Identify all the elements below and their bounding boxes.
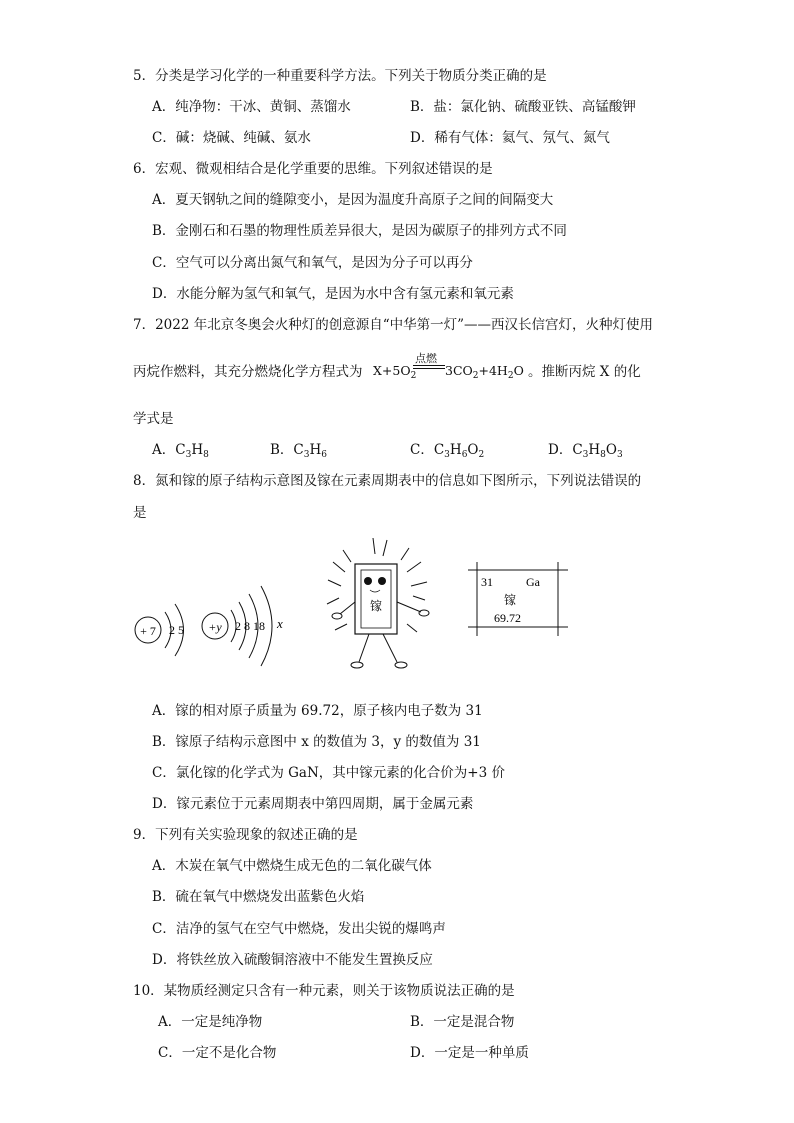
cartoon-right-hand [419, 610, 429, 616]
cartoon-right-foot [395, 662, 407, 668]
cartoon-right-arm [397, 602, 421, 612]
cartoon-left-foot [351, 662, 363, 668]
q10-option-c: C．一定不是化合物 [158, 1045, 277, 1061]
q6-option-c: C．空气可以分离出氮气和氧气，是因为分子可以再分 [152, 255, 473, 271]
nitrogen-nucleus-label: + 7 [140, 624, 156, 638]
gallium-shell-electrons: 2 8 18 [235, 619, 265, 633]
q10-option-b: B．一定是混合物 [410, 1014, 515, 1030]
cartoon-left-arm [340, 602, 355, 614]
cartoon-left-leg [359, 634, 369, 662]
cartoon-left-hand [332, 613, 342, 619]
gallium-atom-diagram [202, 586, 283, 666]
q6-option-b: B．金刚石和石墨的物理性质差异很大，是因为碳原子的排列方式不同 [152, 223, 567, 239]
cartoon-label: 镓 [369, 599, 383, 613]
q8-option-b: B．镓原子结构示意图中 x 的数值为 3，y 的数值为 31 [152, 734, 481, 750]
equation-double-line-top [413, 365, 445, 366]
q7-option-d: D．$C_3H_8O_3$ [548, 442, 623, 460]
nitrogen-atom-diagram [135, 604, 184, 656]
q5-option-c: C．碱：烧碱、纯碱、氨水 [152, 130, 311, 146]
equation-right: $3CO_2+4H_2O$ [445, 363, 524, 381]
q7-stem-line3: 学式是 [133, 411, 174, 427]
q5-option-d: D．稀有气体：氦气、氖气、氮气 [410, 130, 610, 146]
q6-stem: 6．宏观、微观相结合是化学重要的思维。下列叙述错误的是 [133, 161, 493, 177]
tile-element-symbol: Ga [526, 575, 540, 589]
q7-option-c: C．$C_3H_6O_2$ [410, 442, 485, 460]
q8-stem-line1: 8．氮和镓的原子结构示意图及镓在元素周期表中的信息如下图所示，下列说法错误的 [133, 473, 642, 489]
q7-option-b: B．$C_3H_6$ [270, 442, 327, 460]
tile-element-name: 镓 [504, 593, 517, 607]
gallium-nucleus-label: +y [208, 620, 222, 634]
equation-condition: 点燃 [415, 352, 437, 365]
equation-double-line-bottom [413, 368, 445, 369]
atomic-structure-figure [125, 532, 585, 682]
q7-stem-line2-end: 。推断丙烷 X 的化 [528, 364, 641, 380]
q8-option-d: D．镓元素位于元素周期表中第四周期，属于金属元素 [152, 796, 474, 812]
tile-atomic-number: 31 [481, 575, 493, 589]
q9-option-b: B．硫在氧气中燃烧发出蓝紫色火焰 [152, 889, 365, 905]
q10-stem: 10．某物质经测定只含有一种元素，则关于该物质说法正确的是 [133, 983, 515, 999]
tile-atomic-mass: 69.72 [494, 611, 521, 625]
q5-option-b: B．盐：氯化钠、硫酸亚铁、高锰酸钾 [410, 99, 636, 115]
nitrogen-shell-electrons: 2 5 [169, 623, 184, 637]
gallium-outer-x: x [277, 616, 283, 631]
q8-stem-line2: 是 [133, 505, 147, 521]
q6-option-a: A．夏天钢轨之间的缝隙变小，是因为温度升高原子之间的间隔变大 [152, 192, 554, 208]
q5-stem: 5．分类是学习化学的一种重要科学方法。下列关于物质分类正确的是 [133, 68, 547, 84]
q9-option-a: A．木炭在氧气中燃烧生成无色的二氧化碳气体 [152, 858, 432, 874]
q6-option-d: D．水能分解为氢气和氧气，是因为水中含有氢元素和氧元素 [152, 286, 514, 302]
q7-stem-line2-text: 丙烷作燃料，其充分燃烧化学方程式为 [133, 364, 363, 380]
gallium-cartoon [327, 538, 429, 668]
q10-option-d: D．一定是一种单质 [410, 1045, 529, 1061]
q7-option-a: A．$C_3H_8$ [152, 442, 209, 460]
q10-option-a: A．一定是纯净物 [158, 1014, 263, 1030]
q7-stem-line2 [133, 363, 363, 381]
cartoon-right-eye-icon [378, 577, 386, 585]
equation-left: $X+5O_2$ [373, 363, 417, 381]
q9-option-d: D．将铁丝放入硫酸铜溶液中不能发生置换反应 [152, 952, 433, 968]
combustion-equation [373, 350, 523, 390]
q9-stem: 9．下列有关实验现象的叙述正确的是 [133, 827, 358, 843]
q8-option-a: A．镓的相对原子质量为 69.72，原子核内电子数为 31 [152, 703, 483, 719]
periodic-table-tile [468, 562, 568, 636]
cartoon-left-eye-icon [364, 577, 372, 585]
q7-stem-line1: 7．2022 年北京冬奥会火种灯的创意源自“中华第一灯”——西汉长信宫灯，火种灯使用 [133, 317, 654, 333]
q5-option-a: A．纯净物：干冰、黄铜、蒸馏水 [152, 99, 351, 115]
cartoon-right-leg [383, 634, 397, 662]
q9-option-c: C．洁净的氢气在空气中燃烧，发出尖锐的爆鸣声 [152, 921, 446, 937]
q8-option-c: C．氯化镓的化学式为 GaN，其中镓元素的化合价为+3 价 [152, 765, 505, 781]
